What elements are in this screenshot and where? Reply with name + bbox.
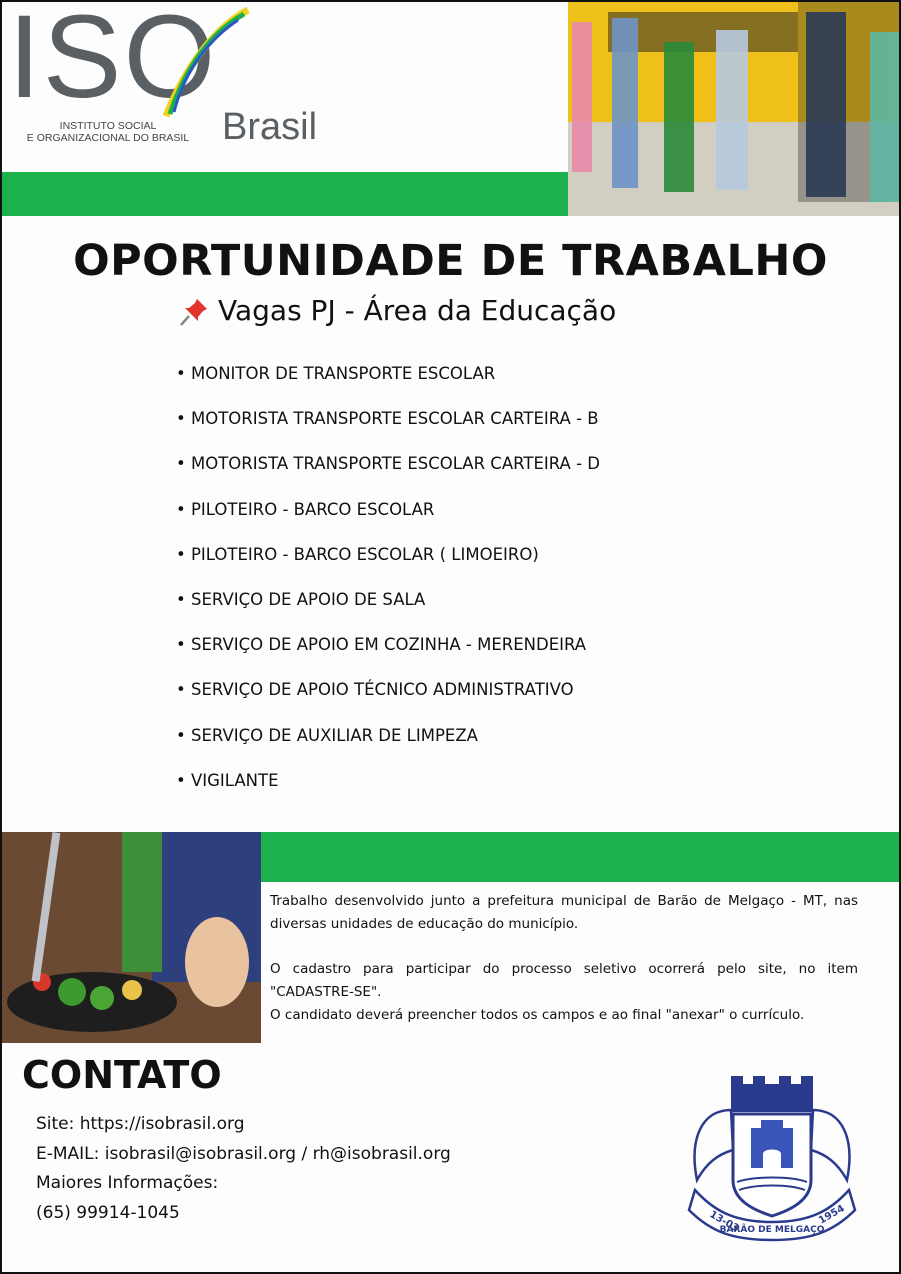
- iso-brasil-logo: [8, 0, 348, 156]
- description-p1: Trabalho desenvolvido junto a prefeitura municipal de Barão de Melgaço - MT, nas diversas unidades de educação do município.: [270, 893, 858, 932]
- site-link[interactable]: https://isobrasil.org: [79, 1114, 245, 1134]
- list-item: • SERVIÇO DE APOIO EM COZINHA - MERENDEIRA: [176, 635, 587, 655]
- crest-banner-text: BARÃO DE MELGAÇO: [719, 1225, 825, 1235]
- list-item: • SERVIÇO DE AUXILIAR DE LIMPEZA: [176, 725, 478, 745]
- crest-right-text: 1954: [817, 1203, 847, 1227]
- logo-sub-line1: INSTITUTO SOCIAL: [59, 120, 157, 132]
- list-item: • SERVIÇO DE APOIO TÉCNICO ADMINISTRATIVO: [176, 680, 574, 700]
- municipal-crest-icon: [683, 1070, 861, 1246]
- logo-swoosh-icon: [148, 6, 258, 121]
- description-p2: O cadastro para participar do processo seletivo ocorrerá pelo site, no item "CADASTRE-SE".: [270, 961, 858, 1000]
- phone-number: (65) 99914-1045: [36, 1202, 180, 1223]
- logo-brasil-text: Brasil: [222, 106, 318, 148]
- list-item: • MOTORISTA TRANSPORTE ESCOLAR CARTEIRA - D: [176, 454, 600, 474]
- crest-left-text: 13-03: [707, 1209, 741, 1235]
- logo-sub-line2: E ORGANIZACIONAL DO BRASIL: [26, 132, 190, 144]
- list-item: • PILOTEIRO - BARCO ESCOLAR ( LIMOEIRO): [176, 544, 539, 564]
- contact-email: [36, 1140, 451, 1170]
- contact-info: [36, 1110, 451, 1228]
- subtitle: [178, 294, 616, 328]
- logo-iso-text: ISO: [8, 0, 218, 123]
- header-green-bar: [2, 172, 568, 216]
- middle-green-bar: [261, 832, 901, 882]
- logo-subtitle: [8, 120, 208, 144]
- list-item: • MOTORISTA TRANSPORTE ESCOLAR CARTEIRA - B: [176, 409, 599, 429]
- site-label: Site:: [36, 1114, 75, 1134]
- school-kitchen-photo: [2, 832, 261, 1043]
- description: [270, 890, 858, 1027]
- subtitle-text: Vagas PJ - Área da Educação: [218, 294, 617, 327]
- email-label: E-MAIL:: [36, 1143, 100, 1164]
- email-link[interactable]: isobrasil@isobrasil.org / rh@isobrasil.org: [104, 1143, 451, 1164]
- list-item: • MONITOR DE TRANSPORTE ESCOLAR: [176, 364, 496, 383]
- more-info-label: Maiores Informações:: [36, 1173, 219, 1193]
- contact-site: [36, 1110, 451, 1140]
- list-item: • PILOTEIRO - BARCO ESCOLAR: [176, 499, 435, 519]
- job-list: [176, 364, 600, 816]
- contact-heading: CONTATO: [22, 1053, 222, 1097]
- description-p3: O candidato deverá preencher todos os campos e ao final "anexar" o currículo.: [270, 1007, 805, 1023]
- list-item: • SERVIÇO DE APOIO DE SALA: [176, 589, 426, 609]
- pushpin-icon: [178, 296, 210, 328]
- page-title: OPORTUNIDADE DE TRABALHO: [73, 236, 828, 286]
- list-item: • VIGILANTE: [176, 770, 279, 790]
- school-bus-photo: [568, 2, 901, 216]
